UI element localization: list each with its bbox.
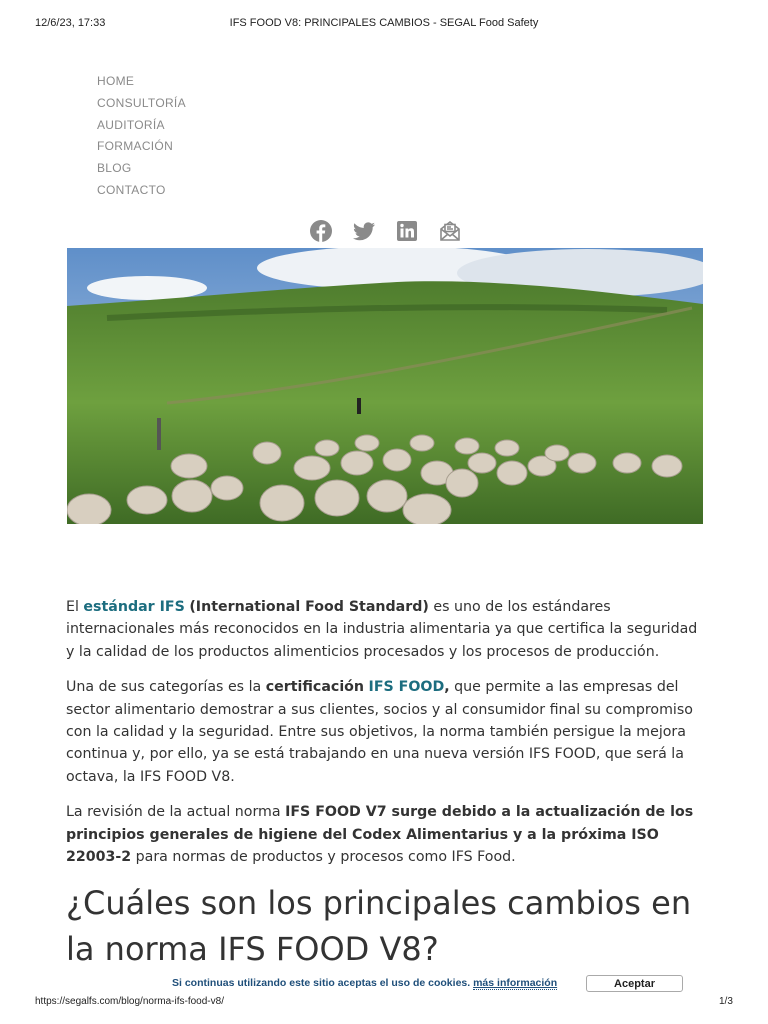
nav-blog[interactable]: BLOG <box>97 161 132 176</box>
certification-paragraph: Una de sus categorías es la certificación IFS FOOD, que permite a las empresas del sector alimentario demostrar a sus clientes, socios y al consumidor final su compromiso con la calidad y la seguridad. Entre sus objetivos, la norma también persigue la mejora continua y, por ello, ya se está trabajando en una nueva versión IFS FOOD, que será la octava, la IFS FOOD V8. <box>66 679 693 785</box>
nav-consultoria[interactable]: CONSULTORÍA <box>97 95 186 110</box>
cookie-more-info-link[interactable]: más información <box>473 977 558 989</box>
cookie-banner <box>158 974 698 993</box>
print-url: https://segalfs.com/blog/norma-ifs-food-v8/ <box>35 996 224 1007</box>
hero-image-sheep-field <box>67 248 703 524</box>
print-datetime: 12/6/23, 17:33 <box>35 17 106 29</box>
nav-home[interactable]: HOME <box>97 74 135 88</box>
nav-contacto[interactable]: CONTACTO <box>97 182 166 197</box>
nav-auditoria[interactable]: AUDITORÍA <box>97 117 165 132</box>
social-share <box>309 219 462 243</box>
email-icon[interactable] <box>438 219 462 243</box>
nav-formacion[interactable]: FORMACIÓN <box>97 139 174 154</box>
section-heading: ¿Cuáles son los principales cambios en la norma IFS FOOD V8? <box>66 884 692 968</box>
main-nav <box>97 74 186 205</box>
link-ifs-food[interactable]: IFS FOOD <box>368 679 445 696</box>
twitter-icon[interactable] <box>352 219 376 243</box>
cookie-accept-button[interactable]: Aceptar <box>586 975 683 992</box>
intro-paragraph: El estándar IFS (International Food Standard) es uno de los estándares internacionales más reconocidos en la industria alimentaria ya que certifica la seguridad y la calidad de los productos alimenticios procesados y los procesos de producción. <box>66 599 698 660</box>
print-title: IFS FOOD V8: PRINCIPALES CAMBIOS - SEGAL Food Safety <box>229 17 539 29</box>
facebook-icon[interactable] <box>309 219 333 243</box>
article-body <box>66 596 706 881</box>
print-page-number: 1/3 <box>719 996 733 1007</box>
cookie-message: Si continuas utilizando este sitio aceptas el uso de cookies. <box>172 977 471 989</box>
link-estandar-ifs[interactable]: estándar IFS <box>83 599 185 615</box>
linkedin-icon[interactable] <box>395 219 419 243</box>
revision-paragraph: La revisión de la actual norma IFS FOOD V7 surge debido a la actualización de los principios generales de higiene del Codex Alimentarius y a la próxima ISO 22003-2 para normas de productos y procesos como IFS Food. <box>66 804 694 866</box>
